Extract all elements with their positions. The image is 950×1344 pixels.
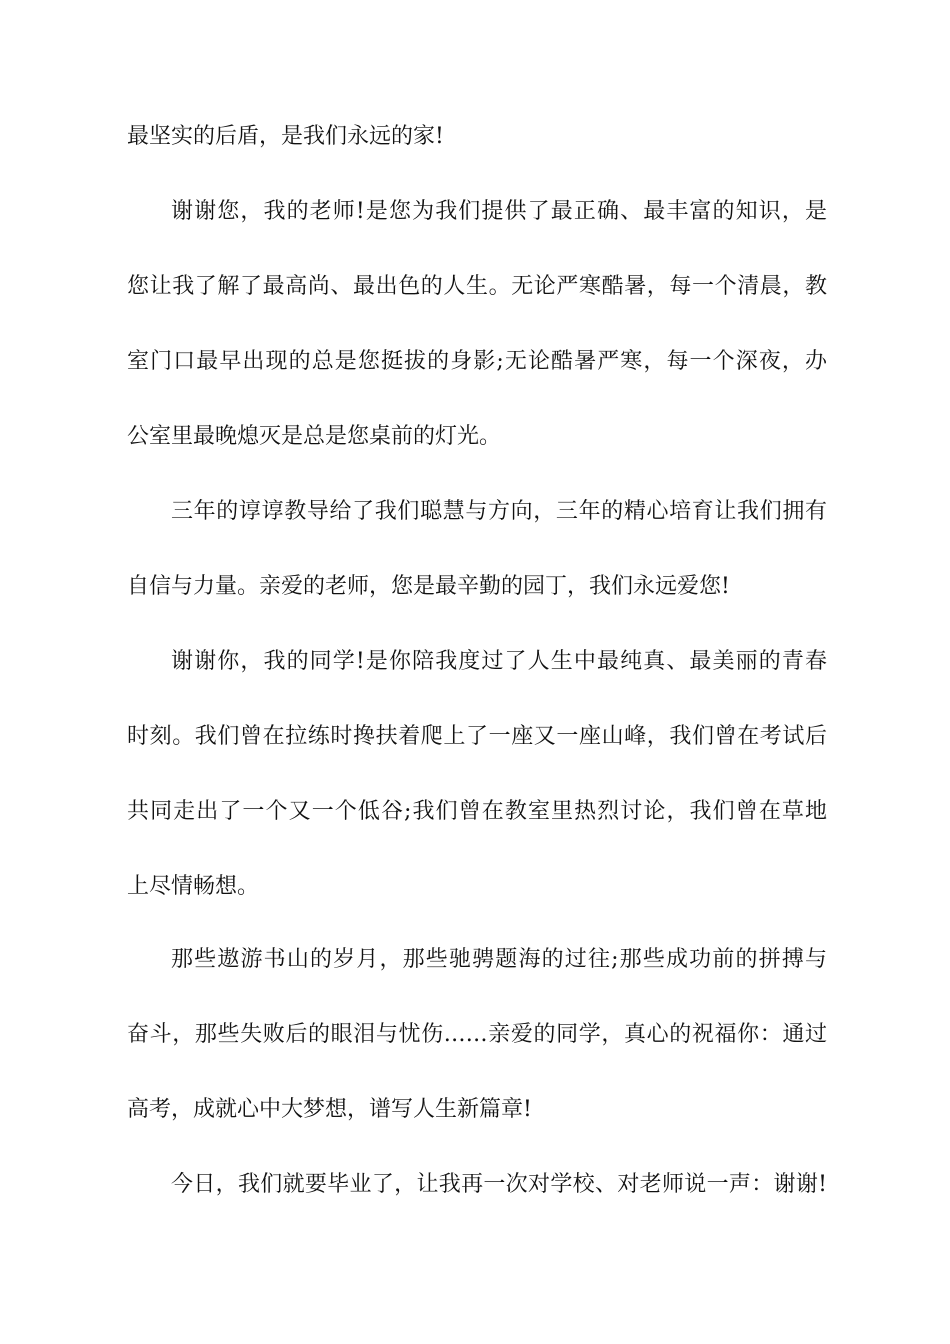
paragraph-first-line: 谢谢您，我的老师!是您为我们提供了最正确、最丰富的知识，是 [171,199,827,224]
text-line: 高考，成就心中大梦想，谱写人生新篇章! [127,1097,532,1122]
text-line: 奋斗，那些失败后的眼泪与忧伤……亲爱的同学，真心的祝福你：通过 [127,1022,827,1047]
paragraph-first-line: 三年的谆谆教导给了我们聪慧与方向，三年的精心培育让我们拥有 [171,499,827,524]
text-line: 您让我了解了最高尚、最出色的人生。无论严寒酷暑，每一个清晨，教 [127,274,827,299]
text-line: 自信与力量。亲爱的老师，您是最辛勤的园丁，我们永远爱您! [127,574,730,599]
text-line: 最坚实的后盾，是我们永远的家! [127,124,444,149]
paragraph-first-line: 谢谢你，我的同学!是你陪我度过了人生中最纯真、最美丽的青春 [171,649,827,674]
text-line: 时刻。我们曾在拉练时搀扶着爬上了一座又一座山峰，我们曾在考试后 [127,724,827,749]
paragraph-first-line: 那些遨游书山的岁月，那些驰骋题海的过往;那些成功前的拼搏与 [171,947,827,972]
paragraph-first-line: 今日，我们就要毕业了，让我再一次对学校、对老师说一声：谢谢! [171,1172,827,1197]
text-line: 共同走出了一个又一个低谷;我们曾在教室里热烈讨论，我们曾在草地 [127,799,827,824]
text-line: 公室里最晚熄灭是总是您桌前的灯光。 [127,424,502,449]
text-line: 室门口最早出现的总是您挺拔的身影;无论酷暑严寒，每一个深夜，办 [127,349,827,374]
text-line: 上尽情畅想。 [127,874,260,899]
